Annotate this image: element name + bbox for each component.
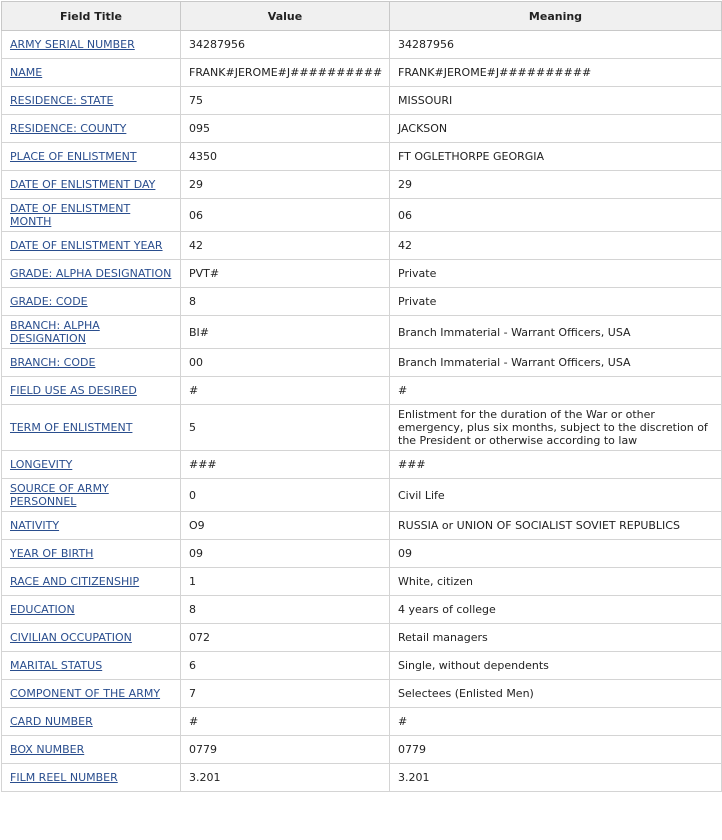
field-title-cell [2,232,181,260]
field-title-cell [2,624,181,652]
field-title-link[interactable]: GRADE: CODE [10,295,88,308]
field-title-cell [2,652,181,680]
field-title-link[interactable]: TERM OF ENLISTMENT [10,421,133,434]
field-title-cell [2,59,181,87]
field-title-cell [2,405,181,451]
field-title-cell [2,512,181,540]
field-title-link[interactable]: NAME [10,66,43,79]
field-title-cell [2,377,181,405]
field-title-link[interactable]: DATE OF ENLISTMENT YEAR [10,239,163,252]
value-cell: 8 [181,596,390,624]
field-title-cell [2,115,181,143]
table-row [2,349,722,377]
field-title-cell [2,596,181,624]
table-row [2,736,722,764]
field-title-cell [2,451,181,479]
value-cell: FRANK#JEROME#J########## [181,59,390,87]
value-cell: 00 [181,349,390,377]
table-row [2,288,722,316]
field-title-cell [2,764,181,792]
meaning-cell: Branch Immaterial - Warrant Officers, USA [390,316,722,349]
meaning-cell: Private [390,288,722,316]
field-title-cell [2,199,181,232]
table-row [2,143,722,171]
table-row [2,764,722,792]
table-row [2,451,722,479]
column-header-value: Value [181,2,390,31]
meaning-cell: Retail managers [390,624,722,652]
field-title-link[interactable]: MARITAL STATUS [10,659,103,672]
value-cell: 06 [181,199,390,232]
table-row [2,31,722,59]
field-title-link[interactable]: RESIDENCE: STATE [10,94,114,107]
table-row [2,512,722,540]
table-row [2,680,722,708]
value-cell: 4350 [181,143,390,171]
meaning-cell: Selectees (Enlisted Men) [390,680,722,708]
meaning-cell: 42 [390,232,722,260]
field-title-cell [2,87,181,115]
field-title-link[interactable]: ARMY SERIAL NUMBER [10,38,135,51]
column-header-field-title: Field Title [2,2,181,31]
value-cell: PVT# [181,260,390,288]
field-title-link[interactable]: COMPONENT OF THE ARMY [10,687,161,700]
meaning-cell: Branch Immaterial - Warrant Officers, USA [390,349,722,377]
table-row [2,316,722,349]
meaning-cell: 09 [390,540,722,568]
table-row [2,624,722,652]
field-title-cell [2,349,181,377]
table-row [2,377,722,405]
field-title-link[interactable]: RACE AND CITIZENSHIP [10,575,140,588]
field-title-link[interactable]: GRADE: ALPHA DESIGNATION [10,267,172,280]
field-title-link[interactable]: BRANCH: CODE [10,356,96,369]
table-header-row [2,2,722,31]
value-cell: 29 [181,171,390,199]
meaning-cell: 29 [390,171,722,199]
meaning-cell: 34287956 [390,31,722,59]
table-row [2,405,722,451]
field-title-cell [2,288,181,316]
meaning-cell: Single, without dependents [390,652,722,680]
meaning-cell: MISSOURI [390,87,722,115]
field-title-link[interactable]: NATIVITY [10,519,60,532]
meaning-cell: 06 [390,199,722,232]
field-title-link[interactable]: RESIDENCE: COUNTY [10,122,127,135]
column-header-meaning: Meaning [390,2,722,31]
meaning-cell: JACKSON [390,115,722,143]
meaning-cell: # [390,708,722,736]
value-cell: 7 [181,680,390,708]
table-row [2,87,722,115]
meaning-cell: 0779 [390,736,722,764]
field-title-cell [2,736,181,764]
value-cell: 3.201 [181,764,390,792]
value-cell: # [181,708,390,736]
table-row [2,708,722,736]
meaning-cell: Private [390,260,722,288]
value-cell: 095 [181,115,390,143]
field-title-cell [2,680,181,708]
field-title-link[interactable]: CARD NUMBER [10,715,93,728]
value-cell: # [181,377,390,405]
value-cell: 8 [181,288,390,316]
table-row [2,652,722,680]
field-title-cell [2,479,181,512]
field-title-link[interactable]: SOURCE OF ARMY PERSONNEL [10,482,109,508]
field-title-link[interactable]: PLACE OF ENLISTMENT [10,150,137,163]
value-cell: O9 [181,512,390,540]
table-row [2,59,722,87]
table-row [2,540,722,568]
meaning-cell: FRANK#JEROME#J########## [390,59,722,87]
field-title-cell [2,31,181,59]
meaning-cell: 4 years of college [390,596,722,624]
enlistment-record-table [1,1,722,792]
field-title-link[interactable]: LONGEVITY [10,458,73,471]
table-row [2,260,722,288]
field-title-cell [2,708,181,736]
field-title-link[interactable]: FIELD USE AS DESIRED [10,384,137,397]
field-title-link[interactable]: BOX NUMBER [10,743,85,756]
field-title-link[interactable]: BRANCH: ALPHA DESIGNATION [10,319,100,345]
value-cell: 1 [181,568,390,596]
value-cell: ### [181,451,390,479]
table-row [2,199,722,232]
meaning-cell: White, citizen [390,568,722,596]
value-cell: BI# [181,316,390,349]
meaning-cell: 3.201 [390,764,722,792]
table-row [2,171,722,199]
field-title-link[interactable]: EDUCATION [10,603,75,616]
meaning-cell: Enlistment for the duration of the War or other emergency, plus six months, subject to the discretion of the President or otherwise according to law [390,405,722,451]
value-cell: 5 [181,405,390,451]
field-title-cell [2,260,181,288]
value-cell: 0 [181,479,390,512]
field-title-link[interactable]: DATE OF ENLISTMENT MONTH [10,202,131,228]
field-title-link[interactable]: CIVILIAN OCCUPATION [10,631,132,644]
table-row [2,568,722,596]
value-cell: 0779 [181,736,390,764]
field-title-cell [2,171,181,199]
value-cell: 09 [181,540,390,568]
field-title-cell [2,540,181,568]
value-cell: 75 [181,87,390,115]
field-title-link[interactable]: FILM REEL NUMBER [10,771,118,784]
table-row [2,479,722,512]
meaning-cell: FT OGLETHORPE GEORGIA [390,143,722,171]
table-row [2,596,722,624]
field-title-link[interactable]: YEAR OF BIRTH [10,547,94,560]
table-row [2,232,722,260]
field-title-cell [2,143,181,171]
meaning-cell: ### [390,451,722,479]
meaning-cell: # [390,377,722,405]
value-cell: 42 [181,232,390,260]
value-cell: 072 [181,624,390,652]
field-title-link[interactable]: DATE OF ENLISTMENT DAY [10,178,156,191]
meaning-cell: Civil Life [390,479,722,512]
value-cell: 6 [181,652,390,680]
meaning-cell: RUSSIA or UNION OF SOCIALIST SOVIET REPUBLICS [390,512,722,540]
field-title-cell [2,316,181,349]
field-title-cell [2,568,181,596]
value-cell: 34287956 [181,31,390,59]
table-row [2,115,722,143]
